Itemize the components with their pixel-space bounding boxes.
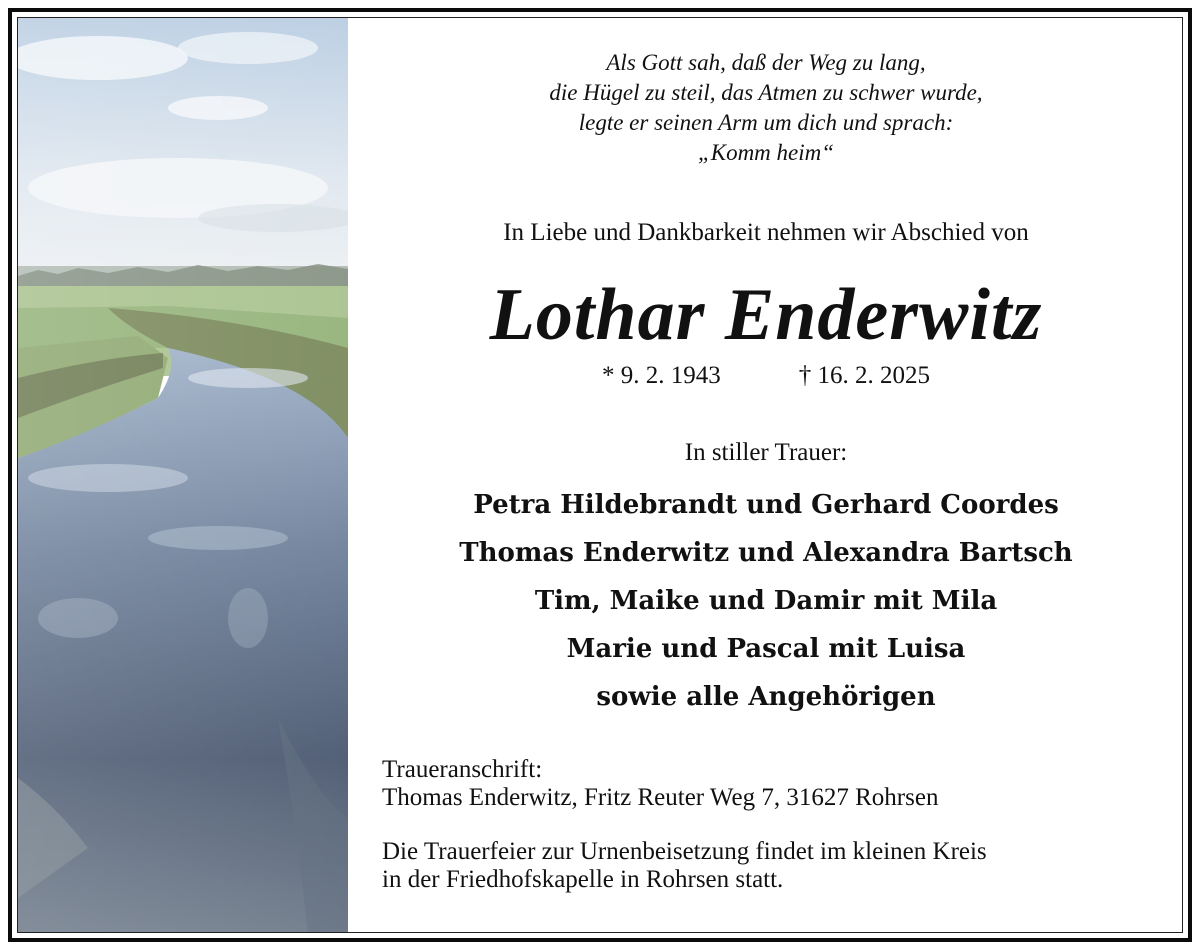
funeral-notice — [382, 838, 1172, 894]
deceased-name: Lothar Enderwitz — [489, 274, 1043, 356]
birth-date: * 9. 2. 1943 — [602, 362, 721, 389]
family-line: Marie und Pascal mit Luisa — [566, 634, 966, 664]
family-list — [348, 481, 1183, 721]
life-dates — [348, 361, 1183, 391]
address-block — [382, 756, 1172, 812]
poem-line: legte er seinen Arm um dich und sprach: — [578, 110, 954, 135]
landscape-photo — [18, 18, 348, 933]
intro-text: In Liebe und Dankbarkeit nehmen wir Abschied von — [503, 219, 1029, 246]
poem-line: Als Gott sah, daß der Weg zu lang, — [606, 50, 926, 75]
address-text: Thomas Enderwitz, Fritz Reuter Weg 7, 31627 Rohrsen — [382, 784, 939, 811]
address-label: Traueranschrift: — [382, 756, 543, 783]
family-line: Petra Hildebrandt und Gerhard Coordes — [473, 490, 1059, 520]
poem-line: die Hügel zu steil, das Atmen zu schwer wurde, — [549, 80, 983, 105]
family-line: Thomas Enderwitz und Alexandra Bartsch — [459, 538, 1073, 568]
mourning-label: In stiller Trauer: — [684, 439, 848, 466]
obituary-card — [17, 17, 1183, 933]
notice-line: in der Friedhofskapelle in Rohrsen statt. — [382, 866, 784, 893]
notice-line: Die Trauerfeier zur Urnenbeisetzung findet im kleinen Kreis — [382, 838, 987, 865]
death-date: † 16. 2. 2025 — [798, 362, 930, 389]
text-column — [348, 18, 1183, 933]
family-line: Tim, Maike und Damir mit Mila — [534, 586, 998, 616]
poem-line: „Komm heim“ — [697, 140, 835, 165]
poem — [348, 48, 1183, 168]
family-line: sowie alle Angehörigen — [596, 682, 936, 712]
